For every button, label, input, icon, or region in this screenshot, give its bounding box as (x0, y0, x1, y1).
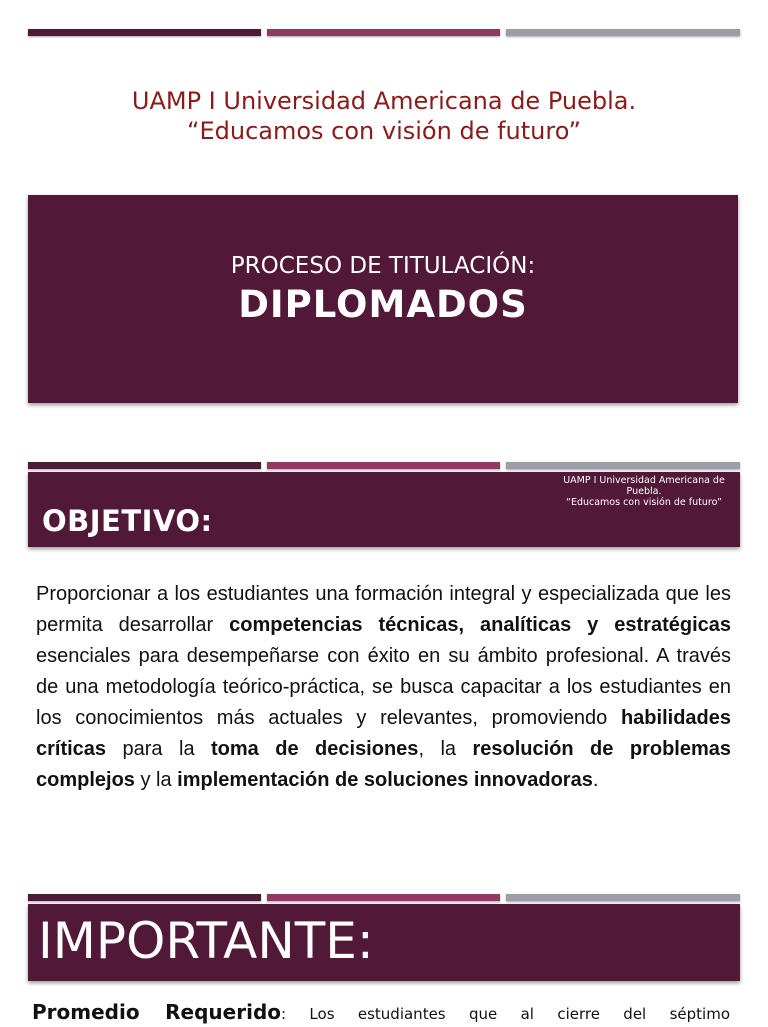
objective-text-1: Proporcionar a los estudiantes una formación integral y especializada que les permita desarrollar (36, 583, 731, 636)
objective-paragraph (36, 579, 731, 796)
top-stripe-mid (267, 29, 500, 36)
university-header (28, 86, 740, 146)
top-stripe-grey (506, 29, 740, 36)
important-stripe-grey (506, 894, 740, 901)
objective-stripe-grey (506, 462, 740, 469)
objective-bold-2: habilidades críticas (36, 707, 731, 760)
objective-university-caption (554, 475, 734, 508)
objective-title: OBJETIVO: (42, 504, 213, 538)
objective-bold-3: toma de decisiones (211, 738, 419, 760)
objective-text-3: para la (106, 738, 212, 760)
important-title: IMPORTANTE: (38, 912, 374, 970)
important-header-bar (28, 904, 740, 981)
objective-text-6: . (592, 769, 599, 791)
objective-text-2: esenciales para desempeñarse con éxito en su ámbito profesional. A través de una metodología teórico-práctica, se busca capacitar a los estudiantes en los conocimientos más actuales y relevantes, promoviendo (36, 645, 731, 729)
objective-bold-5: implementación de soluciones innovadoras (177, 769, 593, 791)
university-name: UAMP I Universidad Americana de Puebla. (131, 87, 637, 115)
important-text: : Los estudiantes que al cierre del séptimo (281, 1005, 730, 1023)
hero-banner (28, 195, 738, 403)
caption-line-3: “Educamos con visión de futuro” (566, 497, 722, 508)
top-stripe-dark (28, 29, 261, 36)
important-stripe-mid (267, 894, 500, 901)
objective-header-bar (28, 472, 740, 547)
objective-bold-4: resolución de problemas complejos (36, 738, 731, 791)
important-paragraph (32, 999, 730, 1027)
important-stripe-dark (28, 894, 261, 901)
important-lead: Promedio Requerido (32, 1000, 281, 1024)
objective-stripe-dark (28, 462, 261, 469)
objective-text-5: y la (134, 769, 178, 791)
hero-subtitle: PROCESO DE TITULACIÓN: (230, 253, 536, 279)
caption-line-2: Puebla. (626, 486, 662, 497)
hero-title: DIPLOMADOS (238, 283, 528, 326)
objective-stripe-mid (267, 462, 500, 469)
caption-line-1: UAMP I Universidad Americana de (563, 475, 725, 486)
objective-text-4: , la (418, 738, 473, 760)
university-motto: “Educamos con visión de futuro” (187, 117, 581, 145)
objective-bold-1: competencias técnicas, analíticas y estratégicas (229, 614, 731, 636)
